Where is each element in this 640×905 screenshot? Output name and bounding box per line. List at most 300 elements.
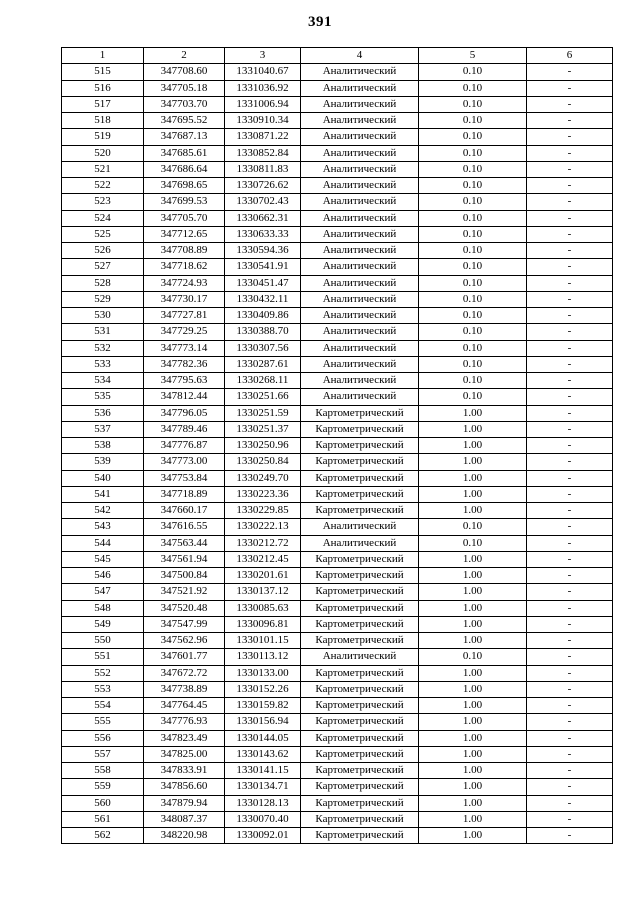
method-cell: Картометрический: [301, 763, 419, 779]
table-row: [62, 503, 613, 519]
accuracy-cell: 1.00: [419, 486, 527, 502]
note-cell: -: [527, 681, 613, 697]
y-coordinate-cell: 1330388.70: [225, 324, 301, 340]
point-number-cell: 557: [62, 746, 144, 762]
accuracy-cell: 1.00: [419, 584, 527, 600]
accuracy-cell: 0.10: [419, 340, 527, 356]
point-number-cell: 552: [62, 665, 144, 681]
accuracy-cell: 1.00: [419, 681, 527, 697]
y-coordinate-cell: 1330871.22: [225, 129, 301, 145]
y-coordinate-cell: 1330811.83: [225, 161, 301, 177]
table-row: [62, 795, 613, 811]
y-coordinate-cell: 1330662.31: [225, 210, 301, 226]
y-coordinate-cell: 1330409.86: [225, 308, 301, 324]
point-number-cell: 519: [62, 129, 144, 145]
note-cell: -: [527, 259, 613, 275]
y-coordinate-cell: 1330251.66: [225, 389, 301, 405]
note-cell: -: [527, 503, 613, 519]
table-row: [62, 194, 613, 210]
method-cell: Картометрический: [301, 405, 419, 421]
x-coordinate-cell: 347789.46: [144, 421, 225, 437]
table-row: [62, 811, 613, 827]
point-number-cell: 517: [62, 96, 144, 112]
x-coordinate-cell: 347708.89: [144, 243, 225, 259]
point-number-cell: 561: [62, 811, 144, 827]
table-row: [62, 551, 613, 567]
y-coordinate-cell: 1330594.36: [225, 243, 301, 259]
x-coordinate-cell: 347796.05: [144, 405, 225, 421]
accuracy-cell: 1.00: [419, 405, 527, 421]
table-body: [62, 64, 613, 844]
point-number-cell: 518: [62, 113, 144, 129]
accuracy-cell: 0.10: [419, 308, 527, 324]
point-number-cell: 536: [62, 405, 144, 421]
x-coordinate-cell: 347729.25: [144, 324, 225, 340]
table-row: [62, 356, 613, 372]
method-cell: Картометрический: [301, 714, 419, 730]
accuracy-cell: 1.00: [419, 438, 527, 454]
note-cell: -: [527, 779, 613, 795]
point-number-cell: 556: [62, 730, 144, 746]
method-cell: Картометрический: [301, 438, 419, 454]
point-number-cell: 550: [62, 633, 144, 649]
table-row: [62, 649, 613, 665]
note-cell: -: [527, 795, 613, 811]
note-cell: -: [527, 145, 613, 161]
note-cell: -: [527, 64, 613, 80]
y-coordinate-cell: 1330212.45: [225, 551, 301, 567]
note-cell: -: [527, 194, 613, 210]
point-number-cell: 529: [62, 291, 144, 307]
y-coordinate-cell: 1330222.13: [225, 519, 301, 535]
point-number-cell: 520: [62, 145, 144, 161]
method-cell: Аналитический: [301, 210, 419, 226]
point-number-cell: 548: [62, 600, 144, 616]
column-header: 6: [527, 48, 613, 64]
y-coordinate-cell: 1330250.84: [225, 454, 301, 470]
table-row: [62, 665, 613, 681]
y-coordinate-cell: 1330451.47: [225, 275, 301, 291]
method-cell: Картометрический: [301, 486, 419, 502]
note-cell: -: [527, 80, 613, 96]
note-cell: -: [527, 454, 613, 470]
note-cell: -: [527, 178, 613, 194]
accuracy-cell: 0.10: [419, 178, 527, 194]
table-row: [62, 161, 613, 177]
x-coordinate-cell: 347727.81: [144, 308, 225, 324]
y-coordinate-cell: 1331036.92: [225, 80, 301, 96]
method-cell: Аналитический: [301, 96, 419, 112]
note-cell: -: [527, 698, 613, 714]
point-number-cell: 549: [62, 616, 144, 632]
accuracy-cell: 1.00: [419, 616, 527, 632]
x-coordinate-cell: 347685.61: [144, 145, 225, 161]
point-number-cell: 544: [62, 535, 144, 551]
y-coordinate-cell: 1330249.70: [225, 470, 301, 486]
point-number-cell: 516: [62, 80, 144, 96]
point-number-cell: 521: [62, 161, 144, 177]
note-cell: -: [527, 616, 613, 632]
method-cell: Аналитический: [301, 308, 419, 324]
y-coordinate-cell: 1330251.59: [225, 405, 301, 421]
y-coordinate-cell: 1330133.00: [225, 665, 301, 681]
method-cell: Картометрический: [301, 421, 419, 437]
x-coordinate-cell: 347601.77: [144, 649, 225, 665]
point-number-cell: 527: [62, 259, 144, 275]
y-coordinate-cell: 1330541.91: [225, 259, 301, 275]
x-coordinate-cell: 347703.70: [144, 96, 225, 112]
table-row: [62, 421, 613, 437]
table-row: [62, 405, 613, 421]
x-coordinate-cell: 347825.00: [144, 746, 225, 762]
accuracy-cell: 1.00: [419, 763, 527, 779]
method-cell: Картометрический: [301, 828, 419, 844]
table-row: [62, 64, 613, 80]
table-row: [62, 616, 613, 632]
note-cell: -: [527, 584, 613, 600]
y-coordinate-cell: 1331040.67: [225, 64, 301, 80]
accuracy-cell: 1.00: [419, 421, 527, 437]
x-coordinate-cell: 347708.60: [144, 64, 225, 80]
point-number-cell: 524: [62, 210, 144, 226]
accuracy-cell: 0.10: [419, 113, 527, 129]
note-cell: -: [527, 161, 613, 177]
note-cell: -: [527, 421, 613, 437]
column-header: 4: [301, 48, 419, 64]
accuracy-cell: 0.10: [419, 324, 527, 340]
accuracy-cell: 0.10: [419, 535, 527, 551]
method-cell: Аналитический: [301, 80, 419, 96]
point-number-cell: 546: [62, 568, 144, 584]
point-number-cell: 547: [62, 584, 144, 600]
table-row: [62, 600, 613, 616]
note-cell: -: [527, 308, 613, 324]
point-number-cell: 558: [62, 763, 144, 779]
note-cell: -: [527, 129, 613, 145]
note-cell: -: [527, 113, 613, 129]
method-cell: Аналитический: [301, 291, 419, 307]
table-row: [62, 340, 613, 356]
note-cell: -: [527, 828, 613, 844]
x-coordinate-cell: 347616.55: [144, 519, 225, 535]
point-number-cell: 533: [62, 356, 144, 372]
point-number-cell: 532: [62, 340, 144, 356]
accuracy-cell: 1.00: [419, 551, 527, 567]
y-coordinate-cell: 1330229.85: [225, 503, 301, 519]
point-number-cell: 525: [62, 226, 144, 242]
method-cell: Картометрический: [301, 779, 419, 795]
y-coordinate-cell: 1330141.15: [225, 763, 301, 779]
table-row: [62, 714, 613, 730]
point-number-cell: 530: [62, 308, 144, 324]
point-number-cell: 543: [62, 519, 144, 535]
method-cell: Картометрический: [301, 665, 419, 681]
x-coordinate-cell: 347562.96: [144, 633, 225, 649]
accuracy-cell: 0.10: [419, 129, 527, 145]
point-number-cell: 538: [62, 438, 144, 454]
x-coordinate-cell: 347718.89: [144, 486, 225, 502]
table-row: [62, 698, 613, 714]
page-number: 391: [308, 14, 332, 30]
accuracy-cell: 1.00: [419, 828, 527, 844]
y-coordinate-cell: 1330268.11: [225, 373, 301, 389]
x-coordinate-cell: 347833.91: [144, 763, 225, 779]
note-cell: -: [527, 730, 613, 746]
y-coordinate-cell: 1330156.94: [225, 714, 301, 730]
accuracy-cell: 1.00: [419, 795, 527, 811]
x-coordinate-cell: 347776.93: [144, 714, 225, 730]
y-coordinate-cell: 1330143.62: [225, 746, 301, 762]
point-number-cell: 523: [62, 194, 144, 210]
method-cell: Аналитический: [301, 178, 419, 194]
method-cell: Картометрический: [301, 616, 419, 632]
accuracy-cell: 0.10: [419, 145, 527, 161]
method-cell: Аналитический: [301, 389, 419, 405]
method-cell: Картометрический: [301, 633, 419, 649]
accuracy-cell: 0.10: [419, 64, 527, 80]
accuracy-cell: 0.10: [419, 275, 527, 291]
point-number-cell: 554: [62, 698, 144, 714]
point-number-cell: 559: [62, 779, 144, 795]
method-cell: Аналитический: [301, 519, 419, 535]
y-coordinate-cell: 1330212.72: [225, 535, 301, 551]
method-cell: Картометрический: [301, 795, 419, 811]
y-coordinate-cell: 1330726.62: [225, 178, 301, 194]
method-cell: Аналитический: [301, 340, 419, 356]
point-number-cell: 535: [62, 389, 144, 405]
note-cell: -: [527, 373, 613, 389]
table-row: [62, 746, 613, 762]
method-cell: Аналитический: [301, 649, 419, 665]
table-row: [62, 226, 613, 242]
method-cell: Картометрический: [301, 681, 419, 697]
table-row: [62, 486, 613, 502]
y-coordinate-cell: 1330250.96: [225, 438, 301, 454]
x-coordinate-cell: 347753.84: [144, 470, 225, 486]
accuracy-cell: 0.10: [419, 519, 527, 535]
y-coordinate-cell: 1330432.11: [225, 291, 301, 307]
accuracy-cell: 1.00: [419, 600, 527, 616]
table-row: [62, 259, 613, 275]
note-cell: -: [527, 763, 613, 779]
point-number-cell: 551: [62, 649, 144, 665]
note-cell: -: [527, 665, 613, 681]
point-number-cell: 528: [62, 275, 144, 291]
note-cell: -: [527, 96, 613, 112]
table-row: [62, 519, 613, 535]
x-coordinate-cell: 347520.48: [144, 600, 225, 616]
point-number-cell: 555: [62, 714, 144, 730]
method-cell: Аналитический: [301, 145, 419, 161]
y-coordinate-cell: 1330287.61: [225, 356, 301, 372]
table-row: [62, 389, 613, 405]
x-coordinate-cell: 347547.99: [144, 616, 225, 632]
table-row: [62, 80, 613, 96]
point-number-cell: 537: [62, 421, 144, 437]
accuracy-cell: 1.00: [419, 714, 527, 730]
note-cell: -: [527, 405, 613, 421]
note-cell: -: [527, 389, 613, 405]
table-row: [62, 129, 613, 145]
y-coordinate-cell: 1330702.43: [225, 194, 301, 210]
accuracy-cell: 0.10: [419, 373, 527, 389]
x-coordinate-cell: 347660.17: [144, 503, 225, 519]
point-number-cell: 541: [62, 486, 144, 502]
table-row: [62, 145, 613, 161]
note-cell: -: [527, 438, 613, 454]
column-header: 3: [225, 48, 301, 64]
method-cell: Картометрический: [301, 503, 419, 519]
table-row: [62, 275, 613, 291]
note-cell: -: [527, 226, 613, 242]
y-coordinate-cell: 1330113.12: [225, 649, 301, 665]
x-coordinate-cell: 347738.89: [144, 681, 225, 697]
x-coordinate-cell: 347695.52: [144, 113, 225, 129]
method-cell: Аналитический: [301, 275, 419, 291]
x-coordinate-cell: 347699.53: [144, 194, 225, 210]
table-row: [62, 584, 613, 600]
x-coordinate-cell: 347879.94: [144, 795, 225, 811]
y-coordinate-cell: 1331006.94: [225, 96, 301, 112]
accuracy-cell: 0.10: [419, 389, 527, 405]
table-row: [62, 324, 613, 340]
table-row: [62, 568, 613, 584]
accuracy-cell: 1.00: [419, 746, 527, 762]
point-number-cell: 542: [62, 503, 144, 519]
accuracy-cell: 0.10: [419, 291, 527, 307]
method-cell: Аналитический: [301, 161, 419, 177]
point-number-cell: 540: [62, 470, 144, 486]
accuracy-cell: 0.10: [419, 161, 527, 177]
y-coordinate-cell: 1330070.40: [225, 811, 301, 827]
note-cell: -: [527, 486, 613, 502]
y-coordinate-cell: 1330092.01: [225, 828, 301, 844]
note-cell: -: [527, 243, 613, 259]
x-coordinate-cell: 347698.65: [144, 178, 225, 194]
note-cell: -: [527, 291, 613, 307]
table-row: [62, 779, 613, 795]
method-cell: Картометрический: [301, 551, 419, 567]
x-coordinate-cell: 347782.36: [144, 356, 225, 372]
accuracy-cell: 0.10: [419, 210, 527, 226]
x-coordinate-cell: 347795.63: [144, 373, 225, 389]
method-cell: Аналитический: [301, 356, 419, 372]
point-number-cell: 534: [62, 373, 144, 389]
accuracy-cell: 0.10: [419, 80, 527, 96]
accuracy-cell: 1.00: [419, 698, 527, 714]
accuracy-cell: 1.00: [419, 568, 527, 584]
method-cell: Аналитический: [301, 64, 419, 80]
note-cell: -: [527, 568, 613, 584]
table-row: [62, 308, 613, 324]
note-cell: -: [527, 600, 613, 616]
note-cell: -: [527, 324, 613, 340]
method-cell: Аналитический: [301, 243, 419, 259]
method-cell: Картометрический: [301, 811, 419, 827]
table-row: [62, 454, 613, 470]
note-cell: -: [527, 535, 613, 551]
note-cell: -: [527, 714, 613, 730]
note-cell: -: [527, 551, 613, 567]
table-row: [62, 291, 613, 307]
point-number-cell: 522: [62, 178, 144, 194]
y-coordinate-cell: 1330101.15: [225, 633, 301, 649]
method-cell: Аналитический: [301, 324, 419, 340]
table-row: [62, 633, 613, 649]
y-coordinate-cell: 1330633.33: [225, 226, 301, 242]
accuracy-cell: 1.00: [419, 633, 527, 649]
x-coordinate-cell: 348087.37: [144, 811, 225, 827]
table-row: [62, 243, 613, 259]
x-coordinate-cell: 347823.49: [144, 730, 225, 746]
method-cell: Аналитический: [301, 129, 419, 145]
accuracy-cell: 1.00: [419, 503, 527, 519]
y-coordinate-cell: 1330144.05: [225, 730, 301, 746]
note-cell: -: [527, 649, 613, 665]
accuracy-cell: 0.10: [419, 259, 527, 275]
y-coordinate-cell: 1330085.63: [225, 600, 301, 616]
y-coordinate-cell: 1330910.34: [225, 113, 301, 129]
note-cell: -: [527, 340, 613, 356]
x-coordinate-cell: 347563.44: [144, 535, 225, 551]
method-cell: Картометрический: [301, 746, 419, 762]
x-coordinate-cell: 347561.94: [144, 551, 225, 567]
x-coordinate-cell: 347812.44: [144, 389, 225, 405]
method-cell: Аналитический: [301, 226, 419, 242]
table-row: [62, 438, 613, 454]
y-coordinate-cell: 1330134.71: [225, 779, 301, 795]
point-number-cell: 526: [62, 243, 144, 259]
accuracy-cell: 1.00: [419, 811, 527, 827]
point-number-cell: 539: [62, 454, 144, 470]
y-coordinate-cell: 1330251.37: [225, 421, 301, 437]
accuracy-cell: 0.10: [419, 243, 527, 259]
x-coordinate-cell: 347773.00: [144, 454, 225, 470]
x-coordinate-cell: 347718.62: [144, 259, 225, 275]
x-coordinate-cell: 347724.93: [144, 275, 225, 291]
x-coordinate-cell: 347773.14: [144, 340, 225, 356]
point-number-cell: 531: [62, 324, 144, 340]
x-coordinate-cell: 347686.64: [144, 161, 225, 177]
column-header: 1: [62, 48, 144, 64]
table-row: [62, 373, 613, 389]
x-coordinate-cell: 347672.72: [144, 665, 225, 681]
y-coordinate-cell: 1330152.26: [225, 681, 301, 697]
y-coordinate-cell: 1330096.81: [225, 616, 301, 632]
method-cell: Картометрический: [301, 470, 419, 486]
method-cell: Аналитический: [301, 259, 419, 275]
x-coordinate-cell: 347764.45: [144, 698, 225, 714]
table-row: [62, 828, 613, 844]
note-cell: -: [527, 811, 613, 827]
y-coordinate-cell: 1330128.13: [225, 795, 301, 811]
note-cell: -: [527, 633, 613, 649]
method-cell: Картометрический: [301, 584, 419, 600]
point-number-cell: 553: [62, 681, 144, 697]
x-coordinate-cell: 347705.70: [144, 210, 225, 226]
point-number-cell: 560: [62, 795, 144, 811]
column-header: 5: [419, 48, 527, 64]
method-cell: Картометрический: [301, 698, 419, 714]
accuracy-cell: 1.00: [419, 730, 527, 746]
accuracy-cell: 0.10: [419, 649, 527, 665]
y-coordinate-cell: 1330137.12: [225, 584, 301, 600]
method-cell: Картометрический: [301, 600, 419, 616]
table-row: [62, 681, 613, 697]
method-cell: Аналитический: [301, 113, 419, 129]
note-cell: -: [527, 275, 613, 291]
y-coordinate-cell: 1330307.56: [225, 340, 301, 356]
